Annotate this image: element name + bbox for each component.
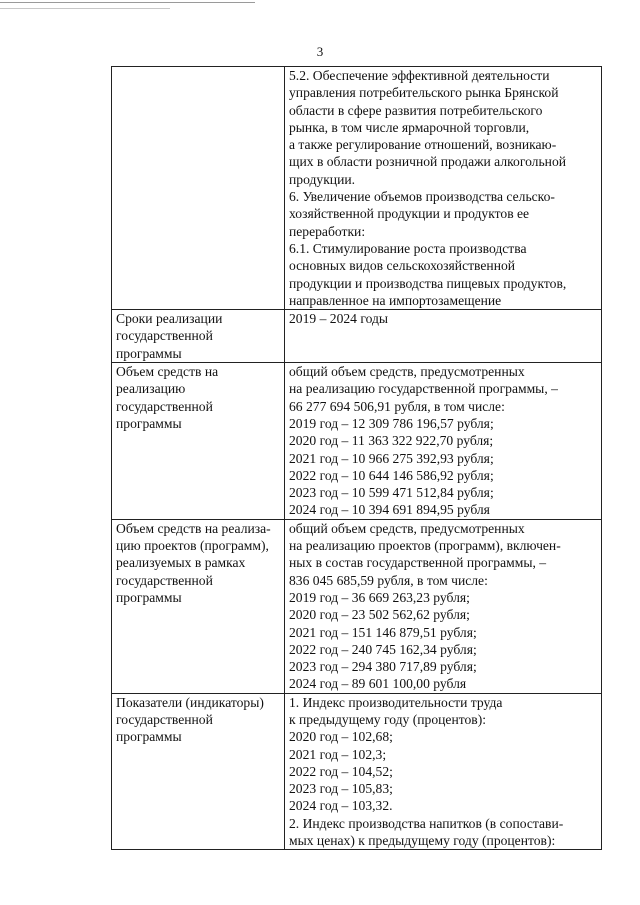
cell-spacer	[289, 344, 597, 361]
value-line: 6.1. Стимулирование роста производства	[289, 240, 527, 256]
label-line: программы	[116, 729, 182, 745]
value-line: 6. Увеличение объемов производства сельско-	[289, 189, 555, 205]
label-line: реализацию	[116, 381, 186, 397]
value-line: рынка, в том числе ярмарочной торговли,	[289, 119, 530, 135]
value-line: 2024 год – 89 601 100,00 рубля	[289, 676, 467, 692]
value-line: 1. Индекс производительности труда	[289, 694, 503, 710]
header-rule	[0, 2, 255, 3]
value-line: 2024 год – 10 394 691 894,95 рубля	[289, 502, 490, 518]
label-line: Объем средств на	[116, 364, 219, 380]
value-line: щих в области розничной продажи алкогольной	[289, 154, 567, 170]
value-line: 2. Индекс производства напитков (в сопостави-	[289, 815, 564, 831]
label-line: государственной	[116, 711, 213, 727]
value-line: 2019 год – 12 309 786 196,57 рубля;	[289, 415, 494, 431]
value-line: 2019 – 2024 годы	[289, 311, 389, 327]
value-line: 2020 год – 23 502 562,62 рубля;	[289, 607, 470, 623]
value-line: переработки:	[289, 223, 366, 239]
value-line: 836 045 685,59 рубля, в том числе:	[289, 572, 488, 588]
row-value-cell	[285, 363, 602, 520]
value-line: 2023 год – 294 380 717,89 рубля;	[289, 659, 477, 675]
label-line: программы	[116, 415, 182, 431]
table-row-implementation-period	[112, 310, 602, 363]
row-label-cell	[112, 363, 285, 520]
label-line: программы	[116, 589, 182, 605]
value-line: общий объем средств, предусмотренных	[289, 520, 525, 536]
header-rule-secondary	[0, 8, 170, 9]
row-label-cell	[112, 310, 285, 363]
label-line: программы	[116, 345, 182, 361]
label-line: государственной	[116, 572, 213, 588]
value-line: 2021 год – 102,3;	[289, 746, 387, 762]
passport-table	[111, 66, 602, 850]
label-line: государственной	[116, 398, 213, 414]
cell-spacer	[289, 327, 597, 344]
value-line: 2022 год – 10 644 146 586,92 рубля;	[289, 467, 494, 483]
value-line: хозяйственной продукции и продуктов ее	[289, 206, 530, 222]
value-line: направленное на импортозамещение	[289, 292, 502, 308]
label-line: Сроки реализации	[116, 311, 223, 327]
value-line: 2019 год – 36 669 263,23 рубля;	[289, 589, 470, 605]
page-number: 3	[316, 44, 324, 59]
table-row-goals-continued	[112, 67, 602, 310]
row-value-cell	[285, 693, 602, 850]
value-line: ных в состав государственной программы, –	[289, 555, 547, 571]
table-row-program-funding	[112, 363, 602, 520]
label-line: Показатели (индикаторы)	[116, 694, 264, 710]
value-line: 2024 год – 103,32.	[289, 798, 393, 814]
value-line: продукции и производства пищевых продуктов,	[289, 275, 567, 291]
row-value-cell	[285, 519, 602, 693]
value-line: на реализацию проектов (программ), включен-	[289, 538, 561, 554]
value-line: управления потребительского рынка Брянской	[289, 85, 559, 101]
row-label-cell	[112, 693, 285, 850]
value-line: 2020 год – 11 363 322 922,70 рубля;	[289, 433, 494, 449]
value-line: 2023 год – 10 599 471 512,84 рубля;	[289, 485, 494, 501]
value-line: на реализацию государственной программы, –	[289, 381, 558, 397]
value-line: 2022 год – 240 745 162,34 рубля;	[289, 641, 477, 657]
table-row-projects-funding	[112, 519, 602, 693]
value-line: 5.2. Обеспечение эффективной деятельности	[289, 68, 550, 83]
value-line: основных видов сельскохозяйственной	[289, 258, 516, 274]
label-line: цию проектов (программ),	[116, 538, 269, 554]
value-line: мых ценах) к предыдущему году (процентов):	[289, 833, 556, 849]
value-line: 2021 год – 10 966 275 392,93 рубля;	[289, 450, 494, 466]
value-line: 2021 год – 151 146 879,51 рубля;	[289, 624, 477, 640]
label-line: Объем средств на реализа-	[116, 520, 271, 536]
value-line: области в сфере развития потребительского	[289, 102, 543, 118]
value-line: а также регулирование отношений, возникаю-	[289, 137, 557, 153]
row-value-cell	[285, 310, 602, 363]
label-line: реализуемых в рамках	[116, 555, 246, 571]
value-line: 2022 год – 104,52;	[289, 763, 393, 779]
value-line: 2023 год – 105,83;	[289, 781, 393, 797]
value-line: продукции.	[289, 171, 356, 187]
table-row-program-indicators	[112, 693, 602, 850]
row-value-cell	[285, 67, 602, 310]
value-line: 66 277 694 506,91 рубля, в том числе:	[289, 398, 505, 414]
value-line: 2020 год – 102,68;	[289, 729, 393, 745]
label-line: государственной	[116, 328, 213, 344]
value-line: к предыдущему году (процентов):	[289, 711, 487, 727]
row-label-cell	[112, 519, 285, 693]
row-label-cell	[112, 67, 285, 310]
value-line: общий объем средств, предусмотренных	[289, 364, 525, 380]
